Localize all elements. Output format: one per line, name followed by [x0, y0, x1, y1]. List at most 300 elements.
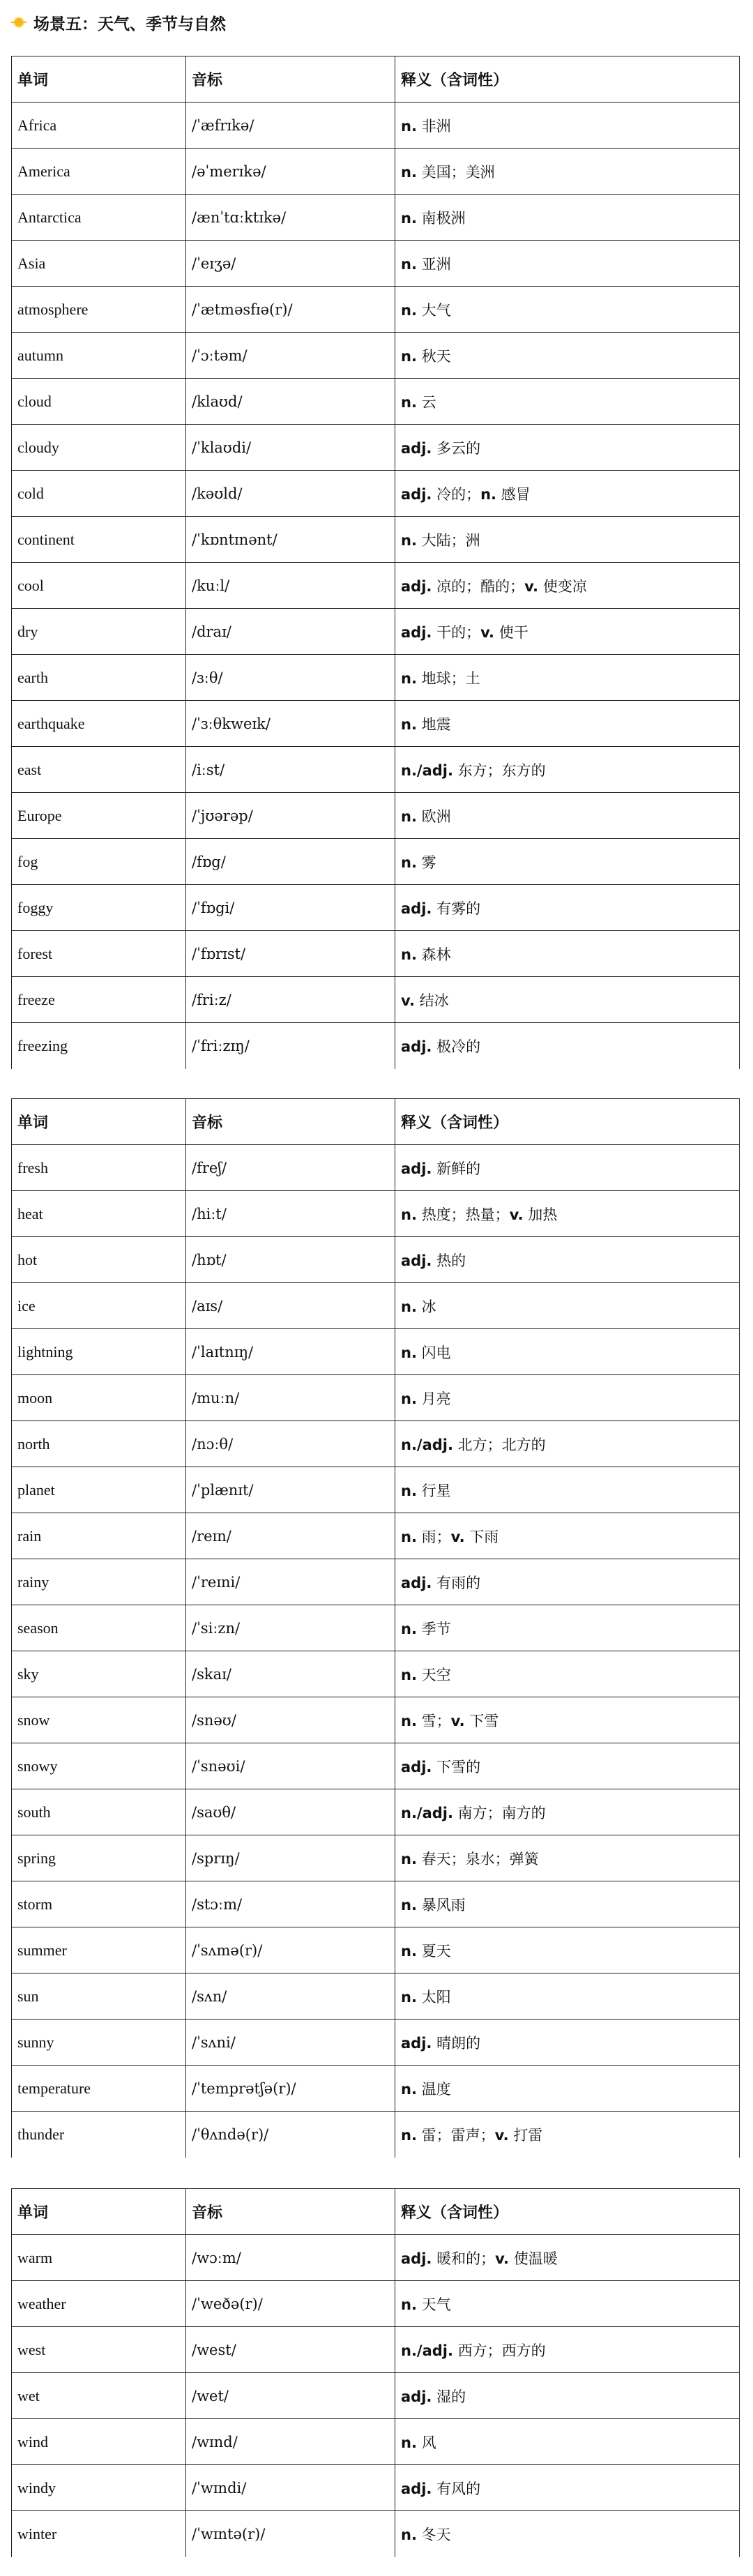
phonetic-cell: /ˈplænɪt/: [186, 1467, 395, 1513]
part-of-speech: adj.: [401, 1574, 432, 1591]
part-of-speech: n.: [401, 1712, 417, 1729]
table-row: [12, 655, 740, 701]
part-of-speech: n.: [480, 485, 497, 503]
meaning-text: 月亮: [416, 1390, 451, 1407]
header-phonetic: 音标: [186, 56, 395, 103]
meaning-text: 湿的: [432, 2388, 466, 2405]
meaning-text: 雷；雷声；: [416, 2126, 495, 2144]
word-cell: rain: [12, 1513, 186, 1559]
word-cell: wind: [12, 2419, 186, 2465]
meaning-cell: [395, 2112, 740, 2158]
meaning-cell: [395, 425, 740, 471]
vocab-table: [11, 2188, 740, 2557]
word-cell: foggy: [12, 885, 186, 931]
meaning-text: 西方；西方的: [452, 2342, 546, 2359]
meaning-cell: [395, 2327, 740, 2373]
phonetic-cell: /snəʊ/: [186, 1697, 395, 1743]
meaning-text: 雨；: [416, 1528, 451, 1545]
meaning-text: 热度；热量；: [416, 1206, 510, 1223]
part-of-speech: n.: [401, 393, 417, 411]
part-of-speech: n.: [401, 1344, 417, 1361]
word-cell: atmosphere: [12, 287, 186, 333]
phonetic-cell: /ˈsʌni/: [186, 2020, 395, 2066]
part-of-speech: n.: [401, 2126, 417, 2144]
part-of-speech: v.: [401, 992, 415, 1009]
table-header-row: [12, 2189, 740, 2235]
phonetic-cell: /ˈɜːθkweɪk/: [186, 701, 395, 747]
part-of-speech: n.: [401, 2296, 417, 2313]
meaning-text: 凉的；酷的；: [432, 577, 525, 595]
word-cell: cloudy: [12, 425, 186, 471]
meaning-text: 季节: [416, 1620, 451, 1637]
part-of-speech: adj.: [401, 485, 432, 503]
meaning-text: 极冷的: [432, 1038, 481, 1055]
part-of-speech: n.: [401, 2434, 417, 2451]
table-row: [12, 2235, 740, 2281]
word-cell: temperature: [12, 2066, 186, 2112]
word-cell: snow: [12, 1697, 186, 1743]
part-of-speech: v.: [480, 623, 495, 641]
page-title: [11, 8, 226, 36]
meaning-cell: [395, 471, 740, 517]
word-cell: snowy: [12, 1743, 186, 1789]
meaning-text: 秋天: [416, 347, 451, 365]
header-meaning: 释义（含词性）: [395, 2189, 740, 2235]
meaning-text: 有雾的: [432, 900, 481, 917]
table-row: [12, 1329, 740, 1375]
word-cell: sun: [12, 1973, 186, 2020]
table-row: [12, 1237, 740, 1283]
meaning-text: 下雪: [464, 1712, 499, 1729]
part-of-speech: n.: [401, 1482, 417, 1499]
word-cell: freezing: [12, 1023, 186, 1069]
table-row: [12, 2327, 740, 2373]
phonetic-cell: /ænˈtɑːktɪkə/: [186, 195, 395, 241]
phonetic-cell: /ˈfɒrɪst/: [186, 931, 395, 977]
meaning-cell: [395, 2465, 740, 2511]
meaning-text: 亚洲: [416, 255, 451, 273]
part-of-speech: n.: [401, 946, 417, 963]
word-cell: Europe: [12, 793, 186, 839]
word-cell: cool: [12, 563, 186, 609]
table-row: [12, 931, 740, 977]
meaning-text: 暖和的；: [432, 2250, 496, 2267]
meaning-text: 使变凉: [538, 577, 587, 595]
table-row: [12, 1513, 740, 1559]
phonetic-cell: /ˈfriːzɪŋ/: [186, 1023, 395, 1069]
part-of-speech: n.: [401, 255, 417, 273]
meaning-text: 美国；美洲: [416, 163, 495, 181]
table-row: [12, 701, 740, 747]
table-row: [12, 839, 740, 885]
word-cell: north: [12, 1421, 186, 1467]
part-of-speech: n./adj.: [401, 762, 453, 779]
phonetic-cell: /klaʊd/: [186, 379, 395, 425]
meaning-cell: [395, 1329, 740, 1375]
part-of-speech: adj.: [401, 2250, 432, 2267]
table-row: [12, 517, 740, 563]
part-of-speech: n.: [401, 209, 417, 227]
header-phonetic: 音标: [186, 2189, 395, 2235]
meaning-text: 温度: [416, 2080, 451, 2098]
word-cell: ice: [12, 1283, 186, 1329]
table-row: [12, 1743, 740, 1789]
meaning-cell: [395, 1023, 740, 1069]
meaning-text: 干的；: [432, 623, 481, 641]
table-header-row: [12, 56, 740, 103]
meaning-cell: [395, 1421, 740, 1467]
meaning-cell: [395, 1835, 740, 1881]
meaning-text: 森林: [416, 946, 451, 963]
part-of-speech: adj.: [401, 1038, 432, 1055]
meaning-cell: [395, 655, 740, 701]
part-of-speech: adj.: [401, 900, 432, 917]
meaning-text: 天气: [416, 2296, 451, 2313]
meaning-cell: [395, 2020, 740, 2066]
meaning-cell: [395, 977, 740, 1023]
word-cell: Africa: [12, 103, 186, 149]
table-row: [12, 885, 740, 931]
meaning-cell: [395, 563, 740, 609]
table-row: [12, 333, 740, 379]
word-cell: winter: [12, 2511, 186, 2557]
meaning-text: 云: [416, 393, 436, 411]
part-of-speech: v.: [450, 1712, 465, 1729]
vocab-table-1: [11, 56, 739, 1069]
part-of-speech: adj.: [401, 2480, 432, 2497]
meaning-cell: [395, 1927, 740, 1973]
word-cell: Antarctica: [12, 195, 186, 241]
phonetic-cell: /wet/: [186, 2373, 395, 2419]
phonetic-cell: /ˈweðə(r)/: [186, 2281, 395, 2327]
table-row: [12, 2066, 740, 2112]
word-cell: spring: [12, 1835, 186, 1881]
word-cell: autumn: [12, 333, 186, 379]
phonetic-cell: /stɔːm/: [186, 1881, 395, 1927]
vocab-table-2: [11, 1098, 739, 2158]
word-cell: rainy: [12, 1559, 186, 1605]
meaning-text: 非洲: [416, 117, 451, 135]
header-word: 单词: [12, 1099, 186, 1145]
meaning-text: 行星: [416, 1482, 451, 1499]
meaning-text: 太阳: [416, 1988, 451, 2006]
meaning-cell: [395, 793, 740, 839]
meaning-text: 新鲜的: [432, 1160, 481, 1177]
meaning-text: 打雷: [508, 2126, 543, 2144]
meaning-cell: [395, 2373, 740, 2419]
meaning-text: 地震: [416, 715, 451, 733]
part-of-speech: n.: [401, 1528, 417, 1545]
phonetic-cell: /kuːl/: [186, 563, 395, 609]
header-phonetic: 音标: [186, 1099, 395, 1145]
meaning-text: 大陆；洲: [416, 531, 480, 549]
meaning-text: 使干: [494, 623, 528, 641]
word-cell: earthquake: [12, 701, 186, 747]
table-row: [12, 2465, 740, 2511]
meaning-cell: [395, 2235, 740, 2281]
phonetic-cell: /saʊθ/: [186, 1789, 395, 1835]
word-cell: fog: [12, 839, 186, 885]
meaning-text: 冷的；: [432, 485, 481, 503]
meaning-cell: [395, 747, 740, 793]
table-row: [12, 379, 740, 425]
part-of-speech: n.: [401, 1390, 417, 1407]
part-of-speech: n.: [401, 163, 417, 181]
word-cell: cold: [12, 471, 186, 517]
word-cell: lightning: [12, 1329, 186, 1375]
table-row: [12, 287, 740, 333]
table-row: [12, 1145, 740, 1191]
part-of-speech: n.: [401, 854, 417, 871]
part-of-speech: n.: [401, 808, 417, 825]
table-row: [12, 1559, 740, 1605]
phonetic-cell: /friːz/: [186, 977, 395, 1023]
table-row: [12, 149, 740, 195]
vocab-table-3: [11, 2188, 739, 2557]
phonetic-cell: /freʃ/: [186, 1145, 395, 1191]
word-cell: earth: [12, 655, 186, 701]
phonetic-cell: /ˈreɪni/: [186, 1559, 395, 1605]
table-row: [12, 1697, 740, 1743]
meaning-cell: [395, 1283, 740, 1329]
meaning-text: 雪；: [416, 1712, 451, 1729]
meaning-text: 地球；土: [416, 669, 480, 687]
phonetic-cell: /ˈtemprətʃə(r)/: [186, 2066, 395, 2112]
meaning-cell: [395, 149, 740, 195]
phonetic-cell: /aɪs/: [186, 1283, 395, 1329]
meaning-cell: [395, 1375, 740, 1421]
word-cell: windy: [12, 2465, 186, 2511]
part-of-speech: n./adj.: [401, 2342, 453, 2359]
meaning-text: 南极洲: [416, 209, 466, 227]
table-row: [12, 2281, 740, 2327]
meaning-text: 多云的: [432, 439, 481, 457]
table-row: [12, 2511, 740, 2557]
meaning-text: 闪电: [416, 1344, 451, 1361]
table-header-row: [12, 1099, 740, 1145]
part-of-speech: adj.: [401, 1252, 432, 1269]
word-cell: continent: [12, 517, 186, 563]
part-of-speech: v.: [494, 2126, 509, 2144]
part-of-speech: n.: [401, 2526, 417, 2543]
meaning-cell: [395, 609, 740, 655]
phonetic-cell: /hiːt/: [186, 1191, 395, 1237]
phonetic-cell: /wɔːm/: [186, 2235, 395, 2281]
word-cell: freeze: [12, 977, 186, 1023]
meaning-text: 夏天: [416, 1942, 451, 1960]
meaning-text: 加热: [523, 1206, 558, 1223]
meaning-cell: [395, 1651, 740, 1697]
table-row: [12, 793, 740, 839]
meaning-text: 下雨: [464, 1528, 499, 1545]
phonetic-cell: /skaɪ/: [186, 1651, 395, 1697]
meaning-cell: [395, 2281, 740, 2327]
meaning-cell: [395, 1237, 740, 1283]
word-cell: warm: [12, 2235, 186, 2281]
part-of-speech: adj.: [401, 2034, 432, 2052]
table-row: [12, 1651, 740, 1697]
table-row: [12, 609, 740, 655]
table-row: [12, 1605, 740, 1651]
table-row: [12, 103, 740, 149]
table-row: [12, 2020, 740, 2066]
meaning-cell: [395, 2066, 740, 2112]
part-of-speech: n.: [401, 1896, 417, 1914]
meaning-cell: [395, 1743, 740, 1789]
meaning-text: 热的: [432, 1252, 466, 1269]
phonetic-cell: /ˈklaʊdi/: [186, 425, 395, 471]
phonetic-cell: /ˈθʌndə(r)/: [186, 2112, 395, 2158]
phonetic-cell: /ˈlaɪtnɪŋ/: [186, 1329, 395, 1375]
word-cell: Asia: [12, 241, 186, 287]
meaning-cell: [395, 1513, 740, 1559]
phonetic-cell: /draɪ/: [186, 609, 395, 655]
phonetic-cell: /muːn/: [186, 1375, 395, 1421]
part-of-speech: n.: [401, 1942, 417, 1960]
word-cell: west: [12, 2327, 186, 2373]
meaning-text: 使温暖: [509, 2250, 558, 2267]
phonetic-cell: /ˈsnəʊi/: [186, 1743, 395, 1789]
part-of-speech: adj.: [401, 439, 432, 457]
meaning-text: 欧洲: [416, 808, 451, 825]
word-cell: planet: [12, 1467, 186, 1513]
phonetic-cell: /nɔːθ/: [186, 1421, 395, 1467]
meaning-text: 晴朗的: [432, 2034, 481, 2052]
word-cell: weather: [12, 2281, 186, 2327]
phonetic-cell: /ˈfɒgi/: [186, 885, 395, 931]
part-of-speech: adj.: [401, 1160, 432, 1177]
meaning-cell: [395, 517, 740, 563]
meaning-cell: [395, 1789, 740, 1835]
sun-icon: [11, 15, 26, 30]
meaning-cell: [395, 1697, 740, 1743]
phonetic-cell: /wɪnd/: [186, 2419, 395, 2465]
table-row: [12, 1789, 740, 1835]
word-cell: east: [12, 747, 186, 793]
table-row: [12, 1421, 740, 1467]
phonetic-cell: /hɒt/: [186, 1237, 395, 1283]
part-of-speech: adj.: [401, 1758, 432, 1775]
meaning-cell: [395, 1467, 740, 1513]
phonetic-cell: /ˈɔːtəm/: [186, 333, 395, 379]
part-of-speech: n.: [401, 1298, 417, 1315]
meaning-cell: [395, 287, 740, 333]
meaning-cell: [395, 2511, 740, 2557]
part-of-speech: n./adj.: [401, 1436, 453, 1453]
meaning-text: 北方；北方的: [452, 1436, 546, 1453]
table-row: [12, 425, 740, 471]
header-meaning: 释义（含词性）: [395, 1099, 740, 1145]
meaning-cell: [395, 885, 740, 931]
meaning-cell: [395, 195, 740, 241]
part-of-speech: n.: [401, 1988, 417, 2006]
part-of-speech: adj.: [401, 623, 432, 641]
table-row: [12, 1023, 740, 1069]
word-cell: south: [12, 1789, 186, 1835]
table-row: [12, 1191, 740, 1237]
table-row: [12, 1467, 740, 1513]
part-of-speech: n.: [401, 531, 417, 549]
table-row: [12, 747, 740, 793]
table-row: [12, 1927, 740, 1973]
meaning-text: 有风的: [432, 2480, 481, 2497]
meaning-cell: [395, 1605, 740, 1651]
meaning-text: 大气: [416, 301, 451, 319]
part-of-speech: n.: [401, 1666, 417, 1683]
header-meaning: 释义（含词性）: [395, 56, 740, 103]
meaning-text: 冰: [416, 1298, 436, 1315]
phonetic-cell: /ˈætməsfɪə(r)/: [186, 287, 395, 333]
table-row: [12, 1835, 740, 1881]
vocab-table: [11, 1098, 740, 2158]
phonetic-cell: /west/: [186, 2327, 395, 2373]
phonetic-cell: /ˈkɒntɪnənt/: [186, 517, 395, 563]
table-row: [12, 1973, 740, 2020]
meaning-cell: [395, 701, 740, 747]
word-cell: America: [12, 149, 186, 195]
part-of-speech: n.: [401, 301, 417, 319]
table-row: [12, 471, 740, 517]
word-cell: storm: [12, 1881, 186, 1927]
phonetic-cell: /ˈsiːzn/: [186, 1605, 395, 1651]
meaning-cell: [395, 1973, 740, 2020]
vocab-table: [11, 56, 740, 1069]
phonetic-cell: /fɒg/: [186, 839, 395, 885]
part-of-speech: adj.: [401, 2388, 432, 2405]
meaning-cell: [395, 333, 740, 379]
meaning-text: 感冒: [496, 485, 531, 503]
part-of-speech: n.: [401, 2080, 417, 2098]
meaning-cell: [395, 1145, 740, 1191]
meaning-cell: [395, 103, 740, 149]
meaning-text: 东方；东方的: [452, 762, 546, 779]
word-cell: thunder: [12, 2112, 186, 2158]
meaning-text: 雾: [416, 854, 436, 871]
table-row: [12, 563, 740, 609]
phonetic-cell: /ˈæfrɪkə/: [186, 103, 395, 149]
header-word: 单词: [12, 56, 186, 103]
word-cell: forest: [12, 931, 186, 977]
phonetic-cell: /ˈsʌmə(r)/: [186, 1927, 395, 1973]
part-of-speech: adj.: [401, 577, 432, 595]
table-row: [12, 1375, 740, 1421]
meaning-cell: [395, 931, 740, 977]
word-cell: summer: [12, 1927, 186, 1973]
part-of-speech: v.: [509, 1206, 524, 1223]
meaning-text: 南方；南方的: [452, 1804, 546, 1821]
part-of-speech: v.: [524, 577, 539, 595]
part-of-speech: v.: [450, 1528, 465, 1545]
phonetic-cell: /ɜːθ/: [186, 655, 395, 701]
meaning-cell: [395, 1559, 740, 1605]
table-row: [12, 2112, 740, 2158]
phonetic-cell: /sprɪŋ/: [186, 1835, 395, 1881]
table-row: [12, 977, 740, 1023]
word-cell: season: [12, 1605, 186, 1651]
word-cell: sky: [12, 1651, 186, 1697]
word-cell: dry: [12, 609, 186, 655]
meaning-cell: [395, 379, 740, 425]
meaning-text: 结冰: [414, 992, 449, 1009]
meaning-text: 暴风雨: [416, 1896, 466, 1914]
phonetic-cell: /kəʊld/: [186, 471, 395, 517]
meaning-text: 春天；泉水；弹簧: [416, 1850, 539, 1867]
phonetic-cell: /ˈeɪʒə/: [186, 241, 395, 287]
meaning-cell: [395, 2419, 740, 2465]
table-row: [12, 1881, 740, 1927]
meaning-cell: [395, 1881, 740, 1927]
word-cell: sunny: [12, 2020, 186, 2066]
